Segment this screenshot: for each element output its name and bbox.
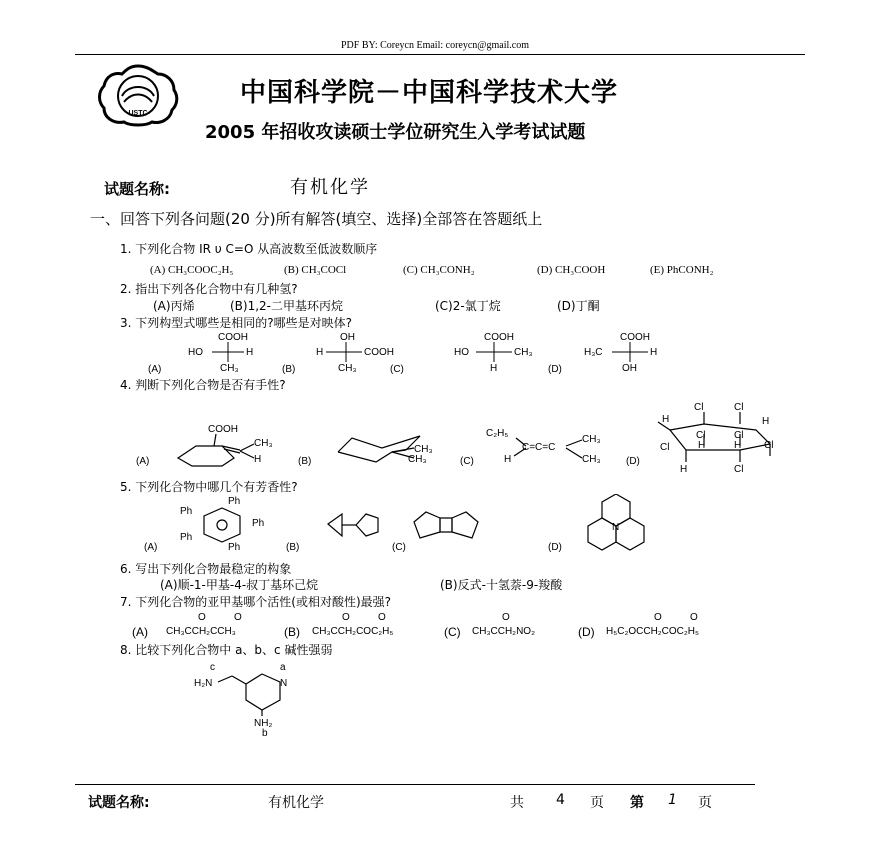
- footer-total-pages: 4: [556, 792, 565, 808]
- q8-h2n: H₂N: [194, 678, 213, 689]
- q5-label-d: (D): [548, 542, 562, 553]
- q5-label-b: (B): [286, 542, 300, 553]
- q5-title: 5. 下列化合物中哪几个有芳香性?: [120, 480, 298, 494]
- q8-label-a: a: [280, 662, 286, 673]
- exam-title: 2005 年招收攻读硕士学位研究生入学考试试题: [205, 122, 586, 143]
- q7-d-oxo-1: O: [654, 612, 662, 623]
- q4-a-ch3: CH₃: [254, 438, 273, 449]
- q8-title: 8. 比较下列化合物中 a、b、c 碱性强弱: [120, 643, 333, 657]
- q8-label-c: c: [210, 662, 215, 673]
- q4-label-d: (D): [626, 456, 640, 467]
- q4-d-h-2: H: [762, 416, 770, 427]
- q4-b-ch3-1: CH₃: [414, 444, 433, 455]
- q4-c-c2h5: C₂H₅: [486, 428, 509, 439]
- q4-c-ch3-2: CH₃: [582, 454, 601, 465]
- q3-fischer-projections: [140, 330, 700, 375]
- q5-structures: [140, 494, 680, 556]
- q7-title: 7. 下列化合物的亚甲基哪个活性(或相对酸性)最强?: [120, 595, 391, 609]
- q4-d-h-3: H: [698, 440, 706, 451]
- q7-label-c: (C): [444, 625, 461, 639]
- q7-formula-d: H₅C₂OCCH₂COC₂H₅: [606, 626, 700, 637]
- q5-a-ph-top: Ph: [228, 496, 241, 507]
- q4-d-cl-2: Cl: [734, 402, 744, 413]
- q3-c-left: HO: [454, 347, 469, 358]
- q2-option-a: (A)丙烯: [153, 299, 195, 313]
- q5-label-a: (A): [144, 542, 158, 553]
- footer-page-unit-2: 页: [698, 795, 712, 811]
- footer-page-label: 第: [630, 795, 644, 811]
- q1-option-d: (D) CH₃COOH: [537, 264, 606, 276]
- q4-a-h: H: [254, 454, 262, 465]
- q6-option-b: (B)反式-十氢萘-9-羧酸: [440, 578, 563, 592]
- q1-option-b: (B) CH₃COCl: [284, 264, 347, 276]
- q3-d-bottom: OH: [622, 363, 637, 374]
- q3-d-left: H₃C: [584, 347, 603, 358]
- q1-option-c: (C) CH₃CONH₂: [403, 264, 475, 276]
- footer-rule: [75, 784, 755, 785]
- q3-d-top: COOH: [620, 332, 650, 343]
- q2-title: 2. 指出下列各化合物中有几种氢?: [120, 282, 298, 296]
- q5-label-c: (C): [392, 542, 406, 553]
- q4-label-b: (B): [298, 456, 312, 467]
- q5-d-n: N: [612, 522, 620, 533]
- q4-label-a: (A): [136, 456, 150, 467]
- q2-option-c: (C)2-氯丁烷: [435, 299, 501, 313]
- q7-a-oxo-1: O: [198, 612, 206, 623]
- q8-nh2: NH₂: [254, 718, 273, 729]
- subject-name: 有机化学: [290, 177, 370, 198]
- q4-d-cl-1: Cl: [694, 402, 704, 413]
- q4-d-cl-5: Cl: [660, 442, 670, 453]
- q3-label-c: (C): [390, 364, 404, 375]
- q3-label-d: (D): [548, 364, 562, 375]
- q3-a-top: COOH: [218, 332, 248, 343]
- q3-a-left: HO: [188, 347, 203, 358]
- footer-page-unit: 页: [590, 795, 604, 811]
- q5-a-ph-left: Ph: [180, 506, 193, 517]
- footer-subject-name: 有机化学: [268, 795, 324, 811]
- q4-c-allene: C=C=C: [522, 442, 556, 453]
- pdf-by-line: PDF BY: Coreycn Email: coreycn@gmail.com: [341, 40, 529, 51]
- q5-a-ph-right: Ph: [252, 518, 265, 529]
- q1-title: 1. 下列化合物 IR υ C=O 从高波数至低波数顺序: [120, 242, 378, 256]
- q4-d-cl-6: Cl: [764, 440, 774, 451]
- university-logo: [96, 62, 180, 128]
- q7-formula-c: CH₃CCH₂NO₂: [472, 626, 535, 637]
- q4-a-cooh: COOH: [208, 424, 238, 435]
- q3-label-b: (B): [282, 364, 296, 375]
- q7-a-oxo-2: O: [234, 612, 242, 623]
- q3-a-right: H: [246, 347, 254, 358]
- q4-label-c: (C): [460, 456, 474, 467]
- q7-b-oxo-1: O: [342, 612, 350, 623]
- q1-option-a: (A) CH₃COOC₂H₅: [150, 264, 234, 276]
- q6-option-a: (A)顺-1-甲基-4-叔丁基环己烷: [160, 578, 319, 592]
- q7-d-oxo-2: O: [690, 612, 698, 623]
- q3-c-right: CH₃: [514, 347, 533, 358]
- q4-c-ch3-1: CH₃: [582, 434, 601, 445]
- q3-b-left: H: [316, 347, 324, 358]
- q7-formulas: [130, 608, 780, 642]
- q3-a-bottom: CH₃: [220, 363, 239, 374]
- q4-structures: [130, 400, 790, 472]
- q3-b-bottom: CH₃: [338, 363, 357, 374]
- q4-d-cl-4: Cl: [734, 430, 744, 441]
- q7-label-d: (D): [578, 625, 595, 639]
- q8-label-b: b: [262, 728, 268, 736]
- q5-a-ph-bleft: Ph: [180, 532, 193, 543]
- q3-d-right: H: [650, 347, 658, 358]
- q4-d-h-4: H: [734, 440, 742, 451]
- q3-title: 3. 下列构型式哪些是相同的?哪些是对映体?: [120, 316, 353, 330]
- q8-n: N: [280, 678, 288, 689]
- q6-title: 6. 写出下列化合物最稳定的构象: [120, 562, 292, 576]
- university-name: 中国科学院－中国科学技术大学: [240, 78, 619, 108]
- q4-d-h-1: H: [662, 414, 670, 425]
- q2-option-d: (D)丁酮: [557, 299, 600, 313]
- q4-d-cl-7: Cl: [734, 464, 744, 472]
- q7-c-oxo-1: O: [502, 612, 510, 623]
- q7-formula-b: CH₃CCH₂COC₂H₅: [312, 626, 394, 637]
- q4-b-ch3-2: CH₃: [408, 454, 427, 465]
- q7-label-a: (A): [132, 625, 148, 639]
- q3-c-top: COOH: [484, 332, 514, 343]
- footer-subject-label: 试题名称:: [88, 795, 150, 811]
- q3-c-bottom: H: [490, 363, 498, 374]
- section-1-title: 一、回答下列各问题(20 分)所有解答(填空、选择)全部答在答题纸上: [90, 210, 543, 228]
- q4-c-h: H: [504, 454, 512, 465]
- q3-b-top: OH: [340, 332, 355, 343]
- footer-page-number: 1: [668, 792, 677, 808]
- q5-a-ph-bottom: Ph: [228, 542, 241, 553]
- logo-text: USTC: [128, 110, 148, 117]
- q3-b-right: COOH: [364, 347, 394, 358]
- q2-option-b: (B)1,2-二甲基环丙烷: [230, 299, 344, 313]
- header-rule: [75, 54, 805, 55]
- q4-title: 4. 判断下列化合物是否有手性?: [120, 378, 286, 392]
- q3-label-a: (A): [148, 364, 162, 375]
- q4-d-cl-3: Cl: [696, 430, 706, 441]
- q7-b-oxo-2: O: [378, 612, 386, 623]
- q1-option-e: (E) PhCONH₂: [650, 264, 714, 276]
- q8-structure: [180, 660, 320, 736]
- q7-formula-a: CH₃CCH₂CCH₃: [166, 626, 236, 637]
- q7-label-b: (B): [284, 625, 300, 639]
- subject-label: 试题名称:: [104, 180, 170, 198]
- q4-d-h-5: H: [680, 464, 688, 472]
- footer-total-label: 共: [510, 795, 524, 811]
